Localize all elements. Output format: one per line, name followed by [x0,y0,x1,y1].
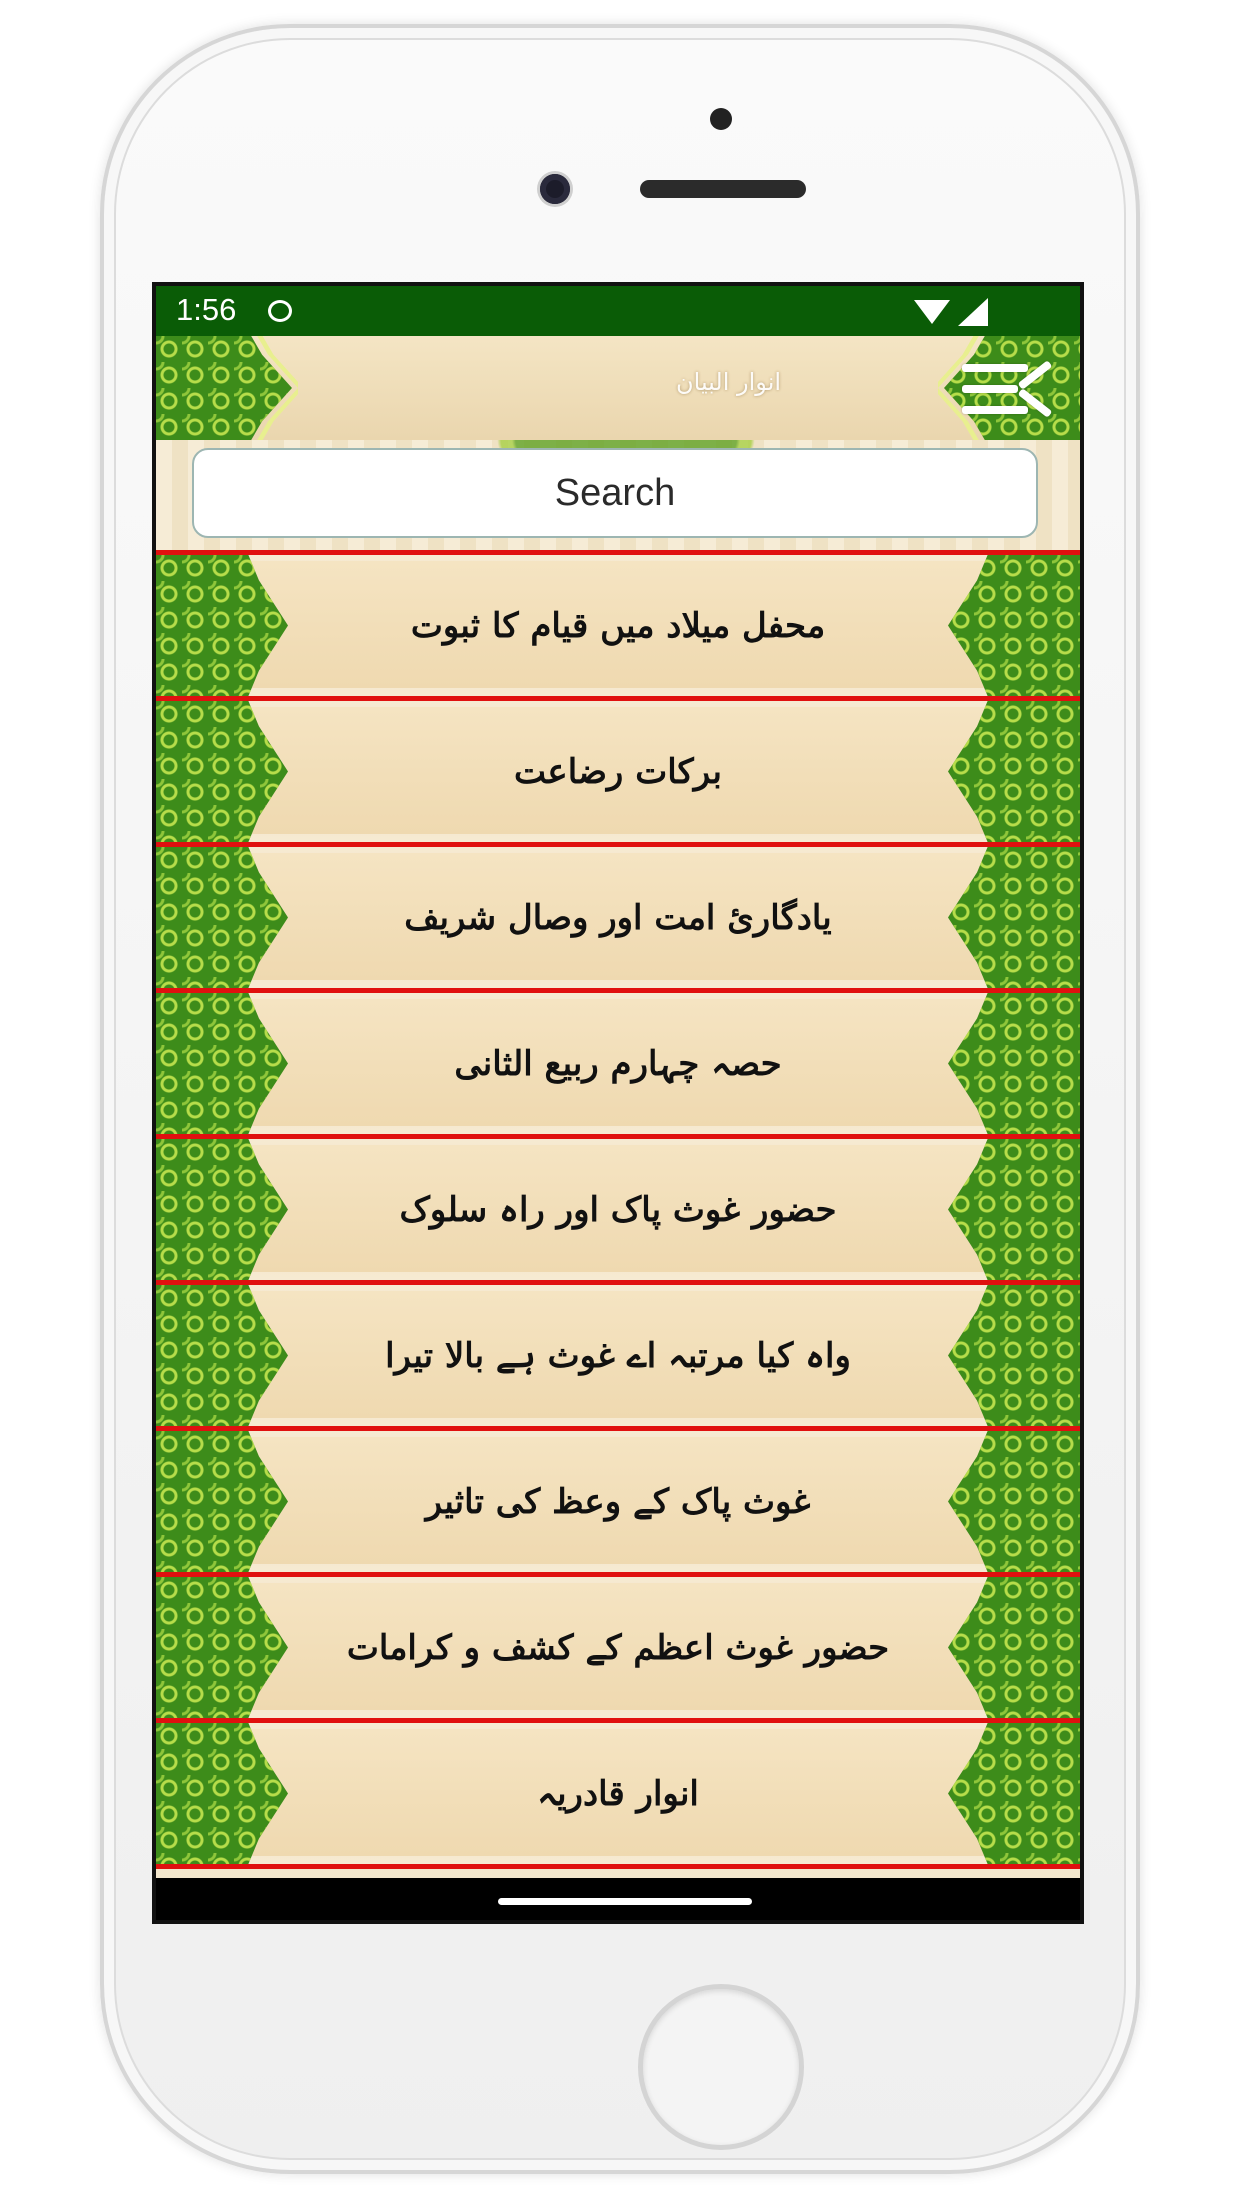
list-divider [156,1864,1080,1869]
list-item-label: حضور غوث پاک اور راہ سلوک [399,1190,837,1230]
list-item-label: حضور غوث اعظم کے کشف و کرامات [346,1628,890,1668]
home-indicator[interactable] [498,1898,752,1905]
search-input[interactable] [192,448,1038,538]
app-title: انوار البیان [676,368,782,396]
device-screen [152,282,1084,1924]
notification-app-icon [268,300,292,322]
earpiece-speaker [640,180,806,198]
list-item[interactable] [156,1718,1080,1864]
list-item-label: غوث پاک کے وعظ کی تاثیر [425,1482,811,1522]
app-content [156,336,1080,1878]
list-item-label: حصہ چہارم ربیع الثانی [454,1044,782,1084]
system-nav-bar [156,1878,1080,1924]
list-item-label: انوار قادریہ [537,1774,699,1814]
wifi-icon [914,300,950,324]
list-item-label: یادگاریٔ امت اور وصال شریف [404,897,832,938]
app-header [156,336,1080,440]
list-item-label: واہ کیا مرتبہ اے غوث ہے بالا تیرا [385,1336,851,1376]
proximity-sensor [710,108,732,130]
list-item-label: محفل میلاد میں قیام کا ثبوت [410,605,826,646]
list-item-label: برکات رضاعت [514,751,722,792]
list-item[interactable] [156,1572,1080,1718]
list-item[interactable] [156,550,1080,696]
front-camera [540,174,570,204]
status-bar [156,286,1080,336]
list-item[interactable] [156,1426,1080,1572]
status-time: 1:56 [176,292,237,327]
menu-back-icon[interactable] [962,362,1050,416]
list-item[interactable] [156,1134,1080,1280]
list-item[interactable] [156,696,1080,842]
home-button[interactable] [638,1984,804,2150]
cell-signal-icon [958,298,988,326]
list-item[interactable] [156,842,1080,988]
list-item[interactable] [156,988,1080,1134]
list-item[interactable] [156,1280,1080,1426]
